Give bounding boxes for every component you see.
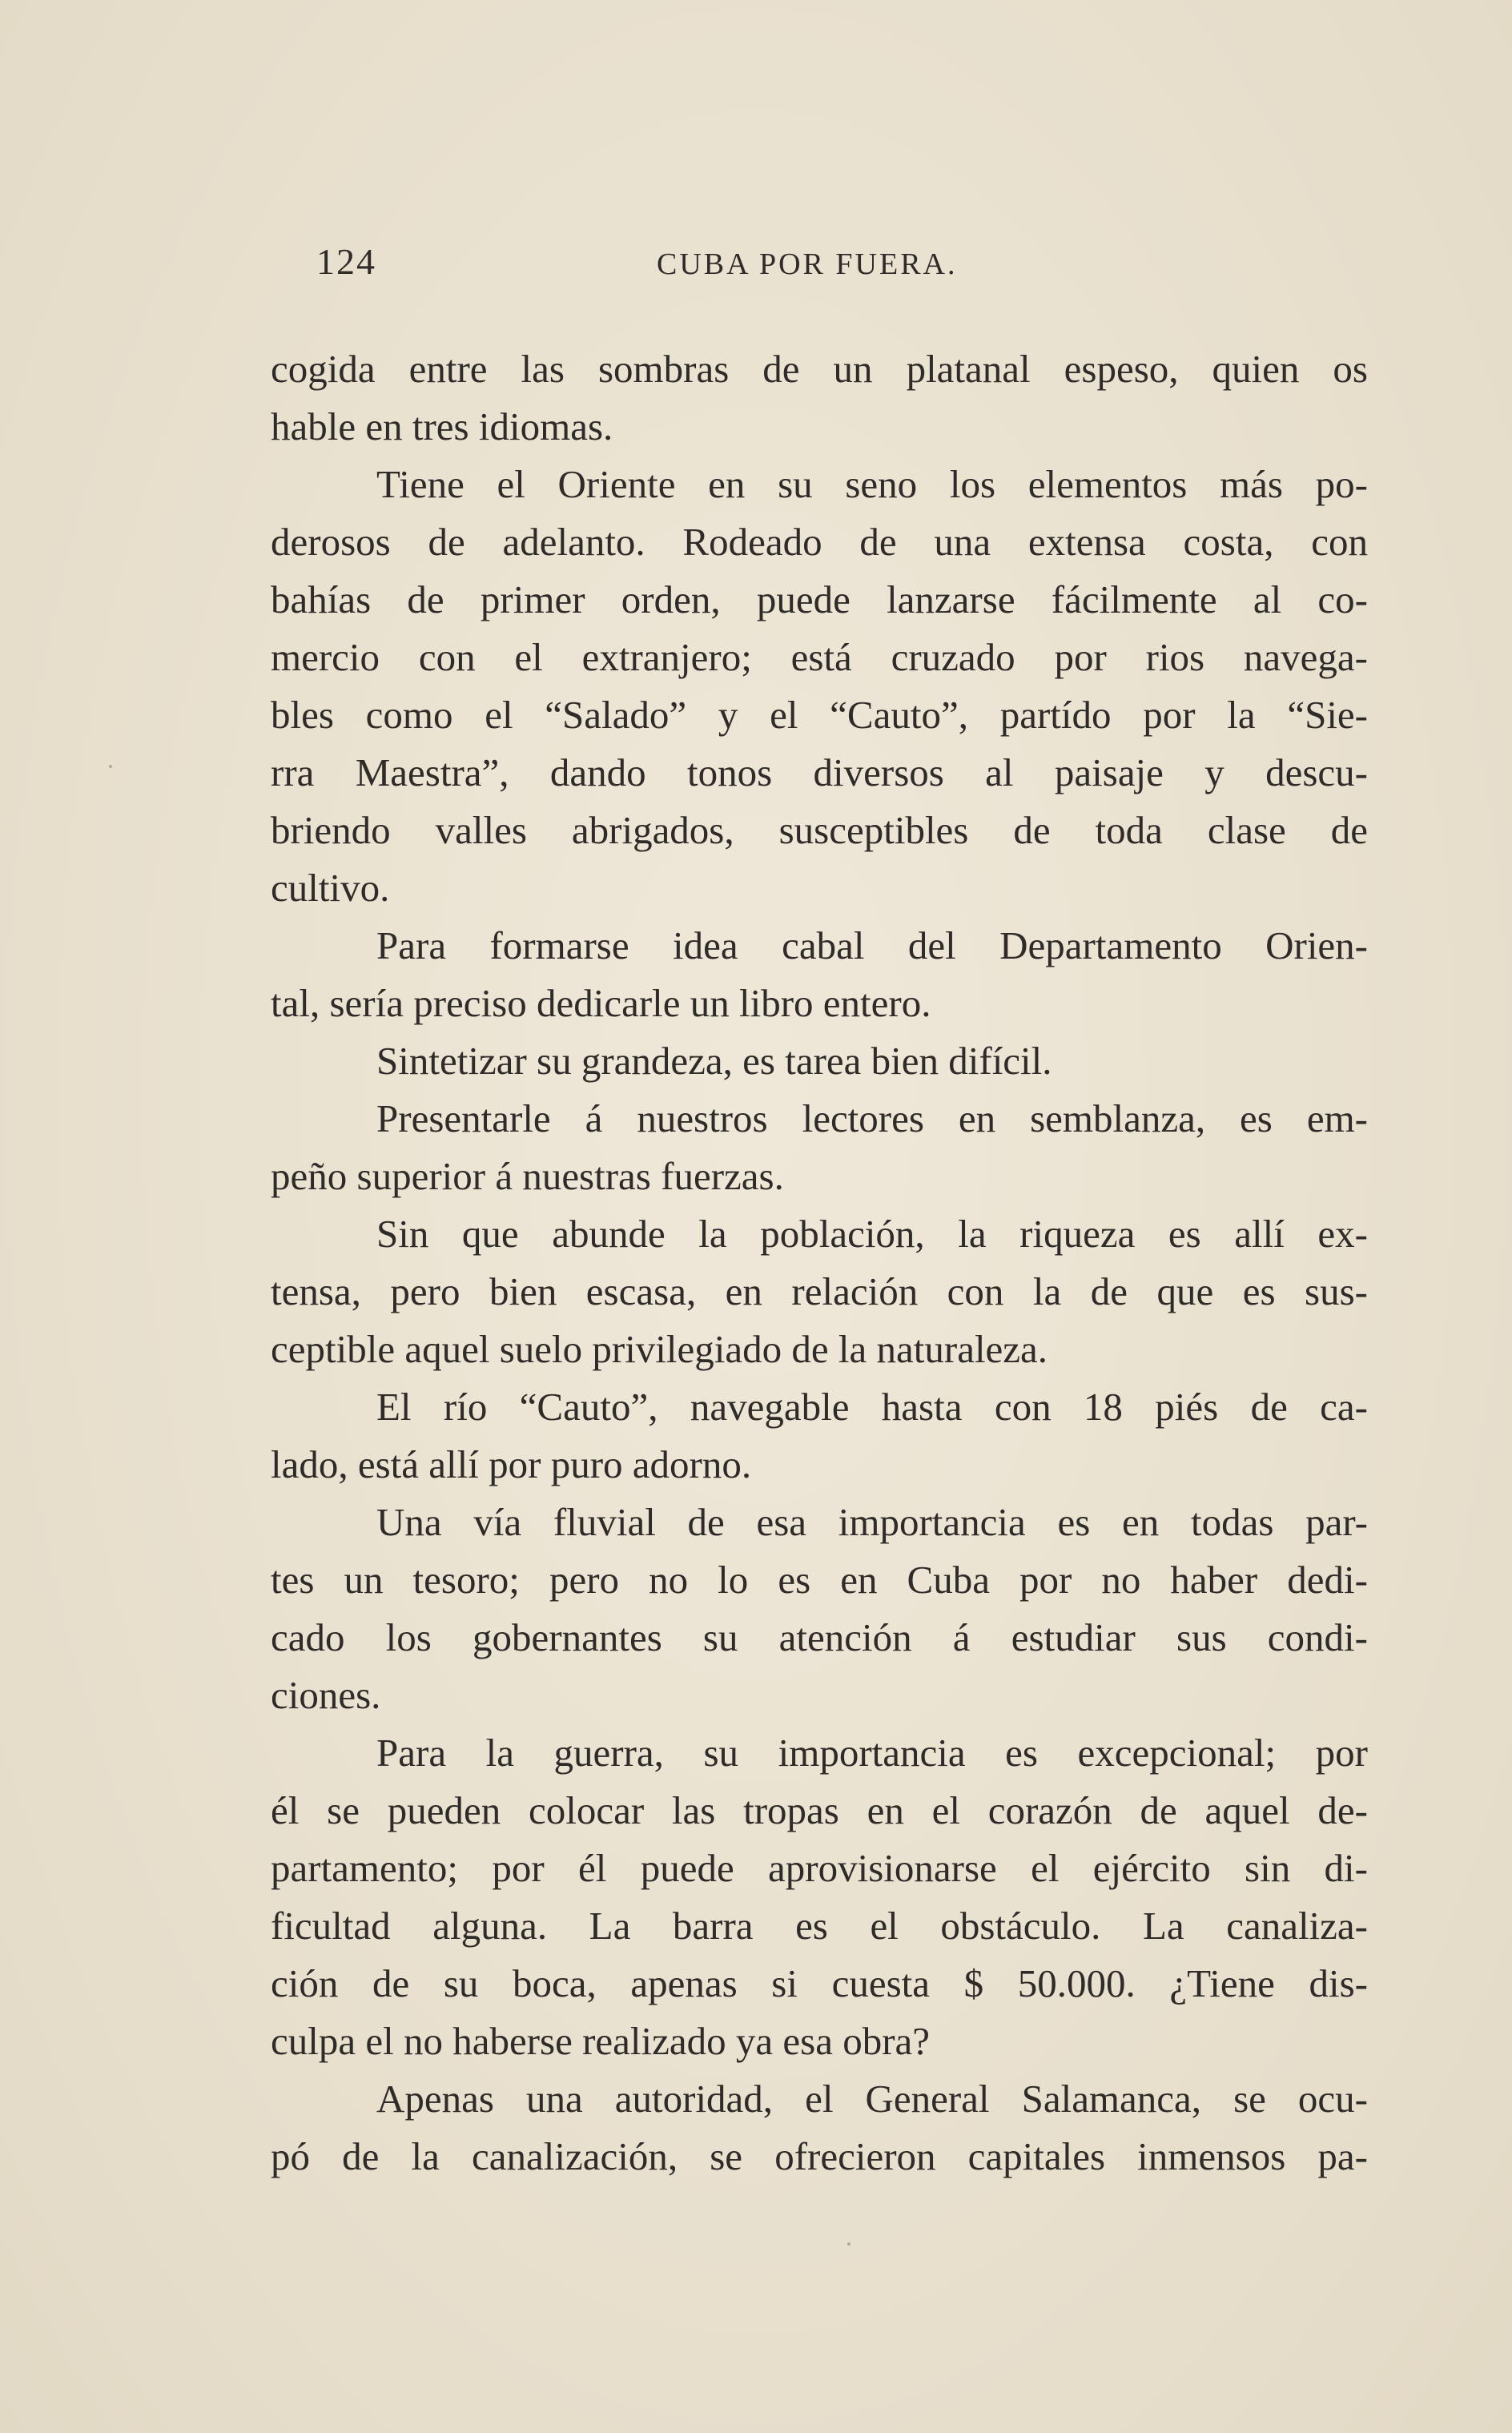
text-line: derosos de adelanto. Rodeado de una extensa costa, con xyxy=(271,520,1368,564)
text-line: mercio con el extranjero; está cruzado por rios navega- xyxy=(271,635,1368,679)
paper-speck xyxy=(109,765,112,768)
text-line: rra Maestra”, dando tonos diversos al paisaje y descu- xyxy=(271,750,1368,794)
text-line: ciones. xyxy=(271,1673,381,1717)
text-line: hable en tres idiomas. xyxy=(271,404,613,448)
text-line: cogida entre las sombras de un platanal espeso, quien os xyxy=(271,347,1368,391)
text-line: Apenas una autoridad, el General Salamanca, se ocu- xyxy=(376,2077,1368,2121)
text-line: briendo valles abrigados, susceptibles de toda clase de xyxy=(271,808,1368,852)
text-line: Tiene el Oriente en su seno los elementos más po- xyxy=(376,462,1368,506)
text-line: partamento; por él puede aprovisionarse el ejército sin di- xyxy=(271,1846,1368,1890)
text-line: Sin que abunde la población, la riqueza es allí ex- xyxy=(376,1212,1368,1256)
text-line: Presentarle á nuestros lectores en semblanza, es em- xyxy=(376,1096,1368,1140)
text-line: cado los gobernantes su atención á estudiar sus condi- xyxy=(271,1615,1368,1659)
text-line: lado, está allí por puro adorno. xyxy=(271,1442,752,1486)
text-line: Una vía fluvial de esa importancia es en todas par- xyxy=(376,1500,1368,1544)
text-line: tensa, pero bien escasa, en relación con la de que es sus- xyxy=(271,1269,1368,1313)
text-line: pó de la canalización, se ofrecieron capitales inmensos pa- xyxy=(271,2134,1368,2178)
page-number: 124 xyxy=(316,241,376,282)
text-line: culpa el no haberse realizado ya esa obra? xyxy=(271,2019,931,2063)
text-line: peño superior á nuestras fuerzas. xyxy=(271,1154,784,1198)
text-line: Para la guerra, su importancia es excepcional; por xyxy=(376,1731,1368,1775)
text-line: bles como el “Salado” y el “Cauto”, partído por la “Sie- xyxy=(271,693,1368,737)
running-title: CUBA POR FUERA. xyxy=(657,247,958,281)
paper-speck xyxy=(847,2242,850,2246)
text-line: él se pueden colocar las tropas en el corazón de aquel de- xyxy=(271,1788,1368,1832)
body-text xyxy=(271,340,1368,2186)
text-line: tal, sería preciso dedicarle un libro entero. xyxy=(271,981,931,1025)
text-line: El río “Cauto”, navegable hasta con 18 piés de ca- xyxy=(376,1385,1368,1429)
text-line: Sintetizar su grandeza, es tarea bien difícil. xyxy=(376,1039,1052,1083)
text-line: ceptible aquel suelo privilegiado de la naturaleza. xyxy=(271,1327,1048,1371)
text-line: ción de su boca, apenas si cuesta $ 50.000. ¿Tiene dis- xyxy=(271,1961,1368,2005)
page-header xyxy=(0,240,1512,304)
text-line: ficultad alguna. La barra es el obstáculo. La canaliza- xyxy=(271,1904,1368,1948)
text-line: Para formarse idea cabal del Departamento Orien- xyxy=(376,923,1368,967)
text-line: tes un tesoro; pero no lo es en Cuba por no haber dedi- xyxy=(271,1558,1368,1602)
text-line: bahías de primer orden, puede lanzarse fácilmente al co- xyxy=(271,577,1368,621)
text-line: cultivo. xyxy=(271,866,390,910)
